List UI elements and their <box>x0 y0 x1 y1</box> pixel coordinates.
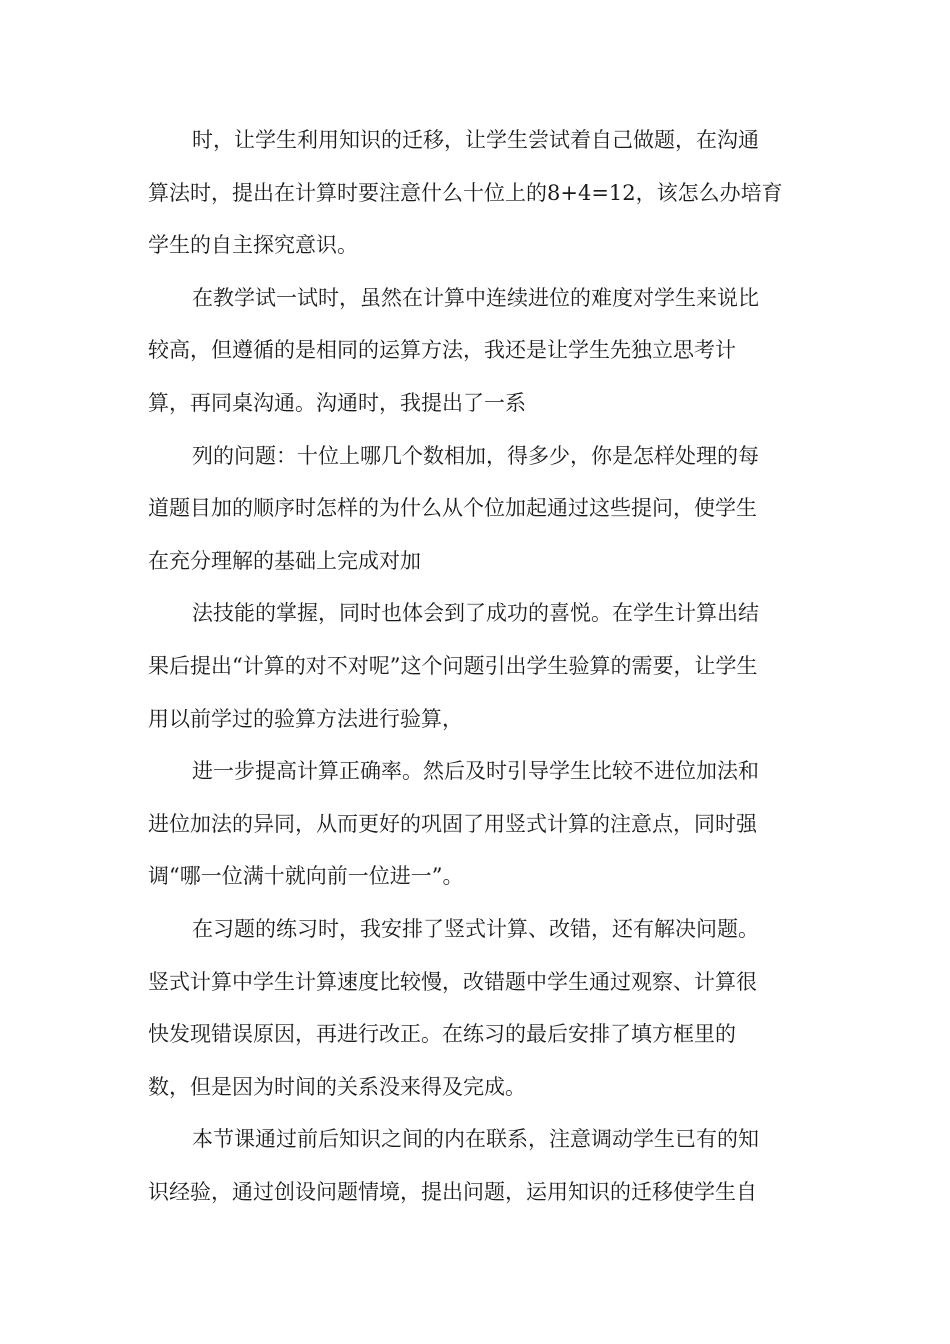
text-line: 较高，但遵循的是相同的运算方法，我还是让学生先独立思考计 <box>148 338 736 363</box>
text-line: 进位加法的异同，从而更好的巩固了用竖式计算的注意点，同时强 <box>148 811 757 836</box>
text-line: 快发现错误原因，再进行改正。在练习的最后安排了填方框里的 <box>148 1022 736 1047</box>
text-line: 时，让学生利用知识的迁移，让学生尝试着自己做题，在沟通 <box>192 128 759 152</box>
text-line: 道题目加的顺序时怎样的为什么从个位加起通过这些提问，使学生 <box>148 496 757 521</box>
text-line: 在教学试一试时，虽然在计算中连续进位的难度对学生来说比 <box>192 285 759 310</box>
text-line: 调“哪一位满十就向前一位进一”。 <box>148 864 464 889</box>
text-line: 法技能的掌握，同时也体会到了成功的喜悦。在学生计算出结 <box>192 601 759 626</box>
text-line: 用以前学过的验算方法进行验算， <box>148 706 463 731</box>
text-line: 竖式计算中学生计算速度比较慢，改错题中学生通过观察、计算很 <box>148 969 757 994</box>
text-line: 果后提出“计算的对不对呢”这个问题引出学生验算的需要，让学生 <box>148 653 758 678</box>
text-line: 数，但是因为时间的关系没来得及完成。 <box>148 1074 526 1099</box>
body-text <box>148 114 808 1218</box>
text-line: 进一步提高计算正确率。然后及时引导学生比较不进位加法和 <box>192 759 759 784</box>
text-line: 算，再同桌沟通。沟通时，我提出了一系 <box>148 390 526 415</box>
text-line: 本节课通过前后知识之间的内在联系，注意调动学生已有的知 <box>192 1127 759 1152</box>
text-line: 识经验，通过创设问题情境，提出问题，运用知识的迁移使学生自 <box>148 1179 757 1204</box>
text-line: 在习题的练习时，我安排了竖式计算、改错，还有解决问题。 <box>192 916 759 941</box>
text-line: 算法时，提出在计算时要注意什么十位上的8+4=12，该怎么办培育 <box>148 180 783 205</box>
text-line: 在充分理解的基础上完成对加 <box>148 548 421 573</box>
text-line: 学生的自主探究意识。 <box>148 233 358 258</box>
text-line: 列的问题：十位上哪几个数相加，得多少，你是怎样处理的每 <box>192 443 759 468</box>
